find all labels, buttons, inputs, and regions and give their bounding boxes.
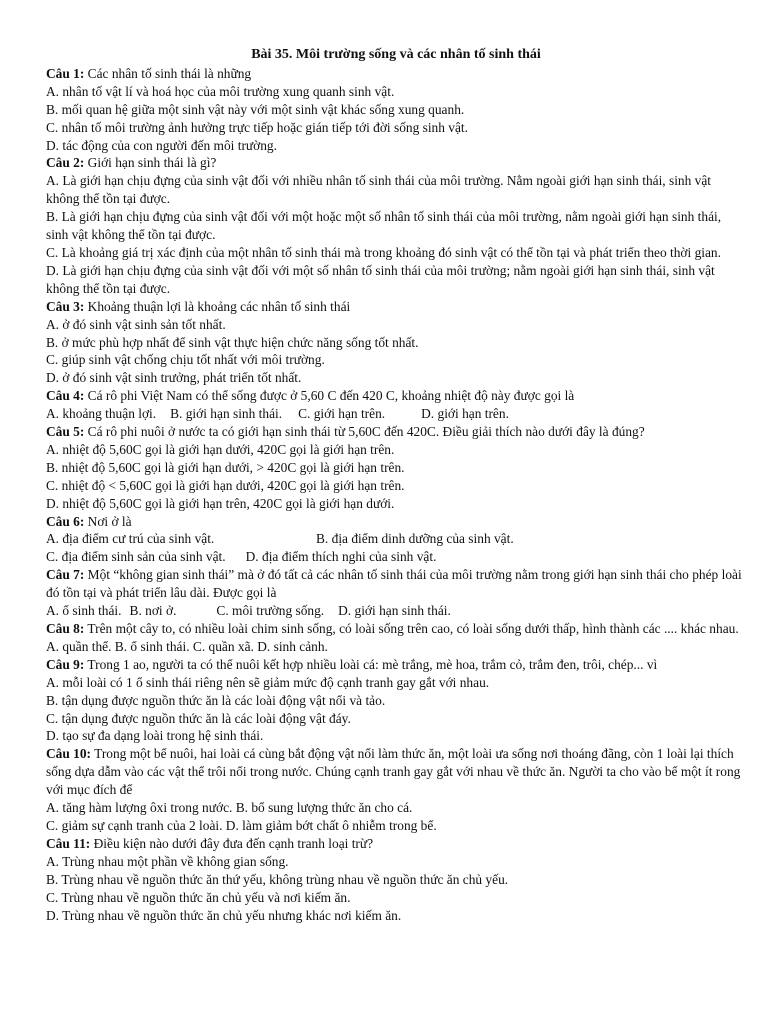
option-2a: A. Là giới hạn chịu đựng của sinh vật đối với nhiều nhân tố sinh thái của môi trường. Nằm ngoài giới hạn sinh thái, sinh vật không thể tồn tại được.	[46, 173, 712, 207]
question-label: Câu 1:	[46, 65, 85, 81]
options-4	[46, 405, 746, 423]
question-label: Câu 9:	[46, 656, 85, 672]
option-11c: C. Trùng nhau về nguồn thức ăn chủ yếu và nơi kiếm ăn.	[46, 889, 351, 905]
options-10ab: A. tăng hàm lượng ôxi trong nước. B. bổ sung lượng thức ăn cho cá.	[46, 800, 413, 816]
question-label: Câu 6:	[46, 513, 85, 529]
question-text: Các nhân tố sinh thái là những	[84, 65, 252, 81]
question-text: Điều kiện nào dưới đây đưa đến cạnh tranh loại trừ?	[90, 835, 374, 851]
options-6ab	[46, 530, 746, 548]
question-text: Trong một bể nuôi, hai loài cá cùng bắt động vật nổi làm thức ăn, một loài ưa sống nơi thoáng đãng, còn 1 loài lại thích sống dựa dẫm vào các vật thể trôi nổi trong nước. Chúng cạnh tranh gay gắt với nhau về thức ăn. Người ta cho vào bể một ít rong với mục đích để	[46, 746, 741, 798]
question-8	[46, 620, 746, 638]
option-11a: A. Trùng nhau một phần về không gian sống.	[46, 853, 289, 869]
option-11d: D. Trùng nhau về nguồn thức ăn chủ yếu nhưng khác nơi kiếm ăn.	[46, 907, 402, 923]
question-text: Khoảng thuận lợi là khoảng các nhân tố sinh thái	[84, 298, 351, 314]
option-5a: A. nhiệt độ 5,60C gọi là giới hạn dưới, 420C gọi là giới hạn trên.	[46, 441, 395, 457]
question-2	[46, 154, 746, 172]
option-1c: C. nhân tố môi trường ảnh hưởng trực tiếp hoặc gián tiếp tới đời sống sinh vật.	[46, 119, 469, 135]
question-text: Cá rô phi Việt Nam có thể sống được ở 5,60 C đến 420 C, khoảng nhiệt độ này được gọi là	[84, 388, 575, 404]
option-7a: A. ổ sinh thái.	[46, 603, 122, 619]
question-text: Trong 1 ao, người ta có thể nuôi kết hợp nhiều loài cá: mè trắng, mè hoa, trắm cỏ, trắm đen, trôi, chép... vì	[84, 656, 658, 672]
question-label: Câu 4:	[46, 388, 85, 404]
option-7d: D. giới hạn sinh thái.	[338, 603, 451, 619]
option-6a: A. địa điểm cư trú của sinh vật.	[46, 531, 215, 547]
option-1b: B. mối quan hệ giữa một sinh vật này với một sinh vật khác sống xung quanh.	[46, 101, 465, 117]
question-label: Câu 8:	[46, 621, 85, 636]
option-11b: B. Trùng nhau về nguồn thức ăn thứ yếu, không trùng nhau về nguồn thức ăn chủ yếu.	[46, 871, 509, 887]
question-label: Câu 10:	[46, 746, 92, 762]
question-label: Câu 7:	[46, 567, 85, 583]
question-label: Câu 5:	[46, 424, 85, 440]
question-text: Trên một cây to, có nhiều loài chim sinh sống, có loài sống trên cao, có loài sống dưới thấp, hình thành các .... khác nhau.	[84, 621, 739, 636]
option-2d: D. Là giới hạn chịu đựng của sinh vật đối với một số nhân tố sinh thái của môi trường; nằm ngoài giới hạn sinh thái, sinh vật không thể tồn tại được.	[46, 262, 715, 296]
option-4c: C. giới hạn trên.	[298, 406, 386, 422]
question-11	[46, 835, 746, 853]
options-8: A. quần thể. B. ổ sinh thái. C. quần xã. D. sinh cảnh.	[46, 638, 328, 654]
option-5c: C. nhiệt độ < 5,60C gọi là giới hạn dưới, 420C gọi là giới hạn trên.	[46, 477, 405, 493]
options-10cd: C. giảm sự cạnh tranh của 2 loài. D. làm giảm bớt chất ô nhiễm trong bể.	[46, 817, 437, 833]
page-title: Bài 35. Môi trường sống và các nhân tố sinh thái	[251, 47, 541, 62]
option-3a: A. ở đó sinh vật sinh sản tốt nhất.	[46, 316, 226, 332]
options-6cd	[46, 548, 746, 566]
option-9b: B. tận dụng được nguồn thức ăn là các loài động vật nổi và tảo.	[46, 692, 386, 708]
question-text: Giới hạn sinh thái là gì?	[84, 155, 217, 171]
option-6b: B. địa điểm dinh dưỡng của sinh vật.	[316, 531, 514, 547]
question-text: Một “không gian sinh thái” mà ở đó tất cả các nhân tố sinh thái của môi trường nằm trong giới hạn sinh thái cho phép loài đó tồn tại và phát triển lâu dài. Được gọi là	[46, 567, 742, 601]
options-7	[46, 602, 746, 620]
question-3	[46, 298, 746, 316]
question-9	[46, 656, 746, 674]
question-5	[46, 423, 746, 441]
option-2c: C. Là khoảng giá trị xác định của một nhân tố sinh thái mà trong khoảng đó sinh vật có thể tồn tại và phát triển theo thời gian.	[46, 244, 721, 260]
option-3c: C. giúp sinh vật chống chịu tốt nhất với môi trường.	[46, 352, 325, 368]
option-3d: D. ở đó sinh vật sinh trưởng, phát triển tốt nhất.	[46, 370, 302, 386]
option-1a: A. nhân tố vật lí và hoá học của môi trường xung quanh sinh vật.	[46, 83, 395, 99]
question-label: Câu 3:	[46, 298, 85, 314]
question-4	[46, 387, 746, 405]
option-7b: B. nơi ở.	[129, 603, 177, 619]
option-1d: D. tác động của con người đến môi trường.	[46, 137, 277, 153]
question-10	[46, 745, 746, 799]
option-4b: B. giới hạn sinh thái.	[170, 406, 283, 422]
question-7	[46, 566, 746, 602]
option-4d: D. giới hạn trên.	[421, 406, 509, 422]
question-label: Câu 11:	[46, 835, 91, 851]
question-6	[46, 513, 746, 531]
question-text: Cá rô phi nuôi ở nước ta có giới hạn sinh thái từ 5,60C đến 420C. Điều giải thích nào dưới đây là đúng?	[84, 424, 645, 440]
option-2b: B. Là giới hạn chịu đựng của sinh vật đối với một hoặc một số nhân tố sinh thái của môi trường, nằm ngoài giới hạn sinh thái, sinh vật không thể tồn tại được.	[46, 209, 722, 243]
option-5d: D. nhiệt độ 5,60C gọi là giới hạn trên, 420C gọi là giới hạn dưới.	[46, 495, 395, 511]
option-9a: A. mỗi loài có 1 ổ sinh thái riêng nên sẽ giảm mức độ cạnh tranh gay gắt với nhau.	[46, 674, 490, 690]
option-4a: A. khoảng thuận lợi.	[46, 406, 157, 422]
option-7c: C. môi trường sống.	[216, 603, 325, 619]
question-1	[46, 65, 746, 83]
option-6c: C. địa điểm sinh sản của sinh vật.	[46, 549, 226, 565]
option-9d: D. tạo sự đa dạng loài trong hệ sinh thái.	[46, 728, 264, 744]
option-9c: C. tận dụng được nguồn thức ăn là các loài động vật đáy.	[46, 710, 351, 726]
option-3b: B. ở mức phù hợp nhất để sinh vật thực hiện chức năng sống tốt nhất.	[46, 334, 419, 350]
question-text: Nơi ở là	[84, 513, 132, 529]
option-5b: B. nhiệt độ 5,60C gọi là giới hạn dưới, > 420C gọi là giới hạn trên.	[46, 459, 405, 475]
question-label: Câu 2:	[46, 155, 85, 171]
option-6d: D. địa điểm thích nghi của sinh vật.	[245, 549, 437, 565]
